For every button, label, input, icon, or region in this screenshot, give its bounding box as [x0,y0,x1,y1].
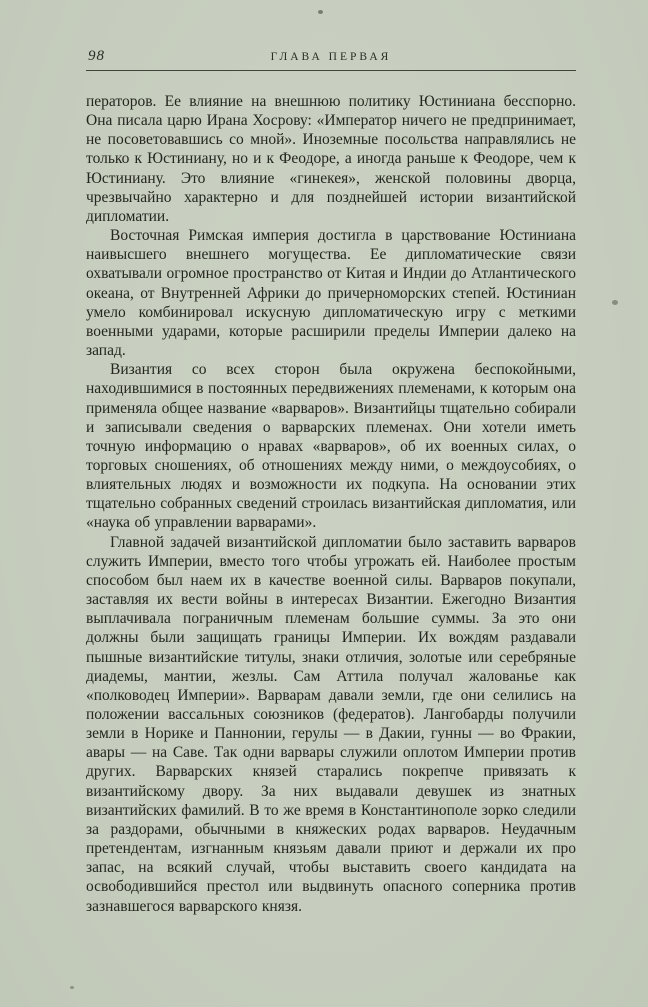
running-head [86,48,576,71]
paragraph-continuation: ператоров. Ее влияние на внешнюю политику Юстиниана бесспорно. Она писала царю Ирана Хосрову: «Император ничего не предпринимает, не посоветовавшись со мной». Иноземные посольства направлялись не только к Юстиниану, но и к Феодоре, а иногда раньше к Феодоре, чем к Юстиниану. Это влияние «гинекея», женской половины дворца, чрезвычайно характерно и для позднейшей истории византийской дипломатии. [86,93,576,225]
paragraph: Главной задачей византийской дипломатии было заставить варваров служить Империи, вместо того чтобы угрожать ей. Наиболее простым способом был наем их в качестве военной силы. Варваров покупали, заставляя их вести войны в интересах Византии. Ежегодно Византия выплачивала пограничным племенам большие суммы. За это они должны были защищать границы Империи. Их вождям раздавали пышные византийские титулы, знаки отличия, золотые или серебряные диадемы, мантии, жезлы. Сам Аттила получал жалованье как «полководец Империи». Варварам давали земли, где они селились на положении вассальных союзников (федератов). Лангобарды получили земли в Норике и Паннонии, герулы — в Дакии, гунны — во Фракии, авары — на Саве. Так одни варвары служили оплотом Империи против других. Варварских князей старались покрепче привязать к византийскому двору. За них выдавали девушек из знатных византийских фамилий. В то же время в Константинополе зорко следили за раздорами, обычными в княжеских родах варваров. Неудачным претендентам, изгнанным князьям давали приют и держали их про запас, на всякий случай, чтобы выставить своего кандидата на освободившийся престол или выдвинуть опасного соперника против зазнавшегося варварского князя. [86,533,576,915]
paragraph: Византия со всех сторон была окружена беспокойными, находившимися в постоянных передвижениях племенами, к которым она применяла общее название «варваров». Византийцы тщательно собирали и записывали сведения о варварских племенах. Они хотели иметь точную информацию о нравах «варваров», об их военных силах, о торговых сношениях, об отношениях между ними, о междоусобиях, о влиятельных людях и возможности их подкупа. На основании этих тщательно собранных сведений строилась византийская дипломатия, или «наука об управлении варварами». [86,361,576,532]
scan-artifact [318,10,323,14]
scan-artifact [612,300,618,305]
chapter-title: ГЛАВА ПЕРВАЯ [270,51,392,63]
scan-artifact [70,986,74,989]
body-text [86,92,576,916]
text-block [86,48,576,916]
page-number: 98 [88,48,105,64]
paragraph: Восточная Римская империя достигла в царствование Юстиниана наивысшего внешнего могущества. Ее дипломатические связи охватывали огромное пространство от Китая и Индии до Атлантического океана, от Внутренней Африки до причерноморских степей. Юстиниан умело комбинировал искусную дипломатическую игру с меткими военными ударами, которые расширили пределы Империи далеко на запад. [86,227,576,360]
